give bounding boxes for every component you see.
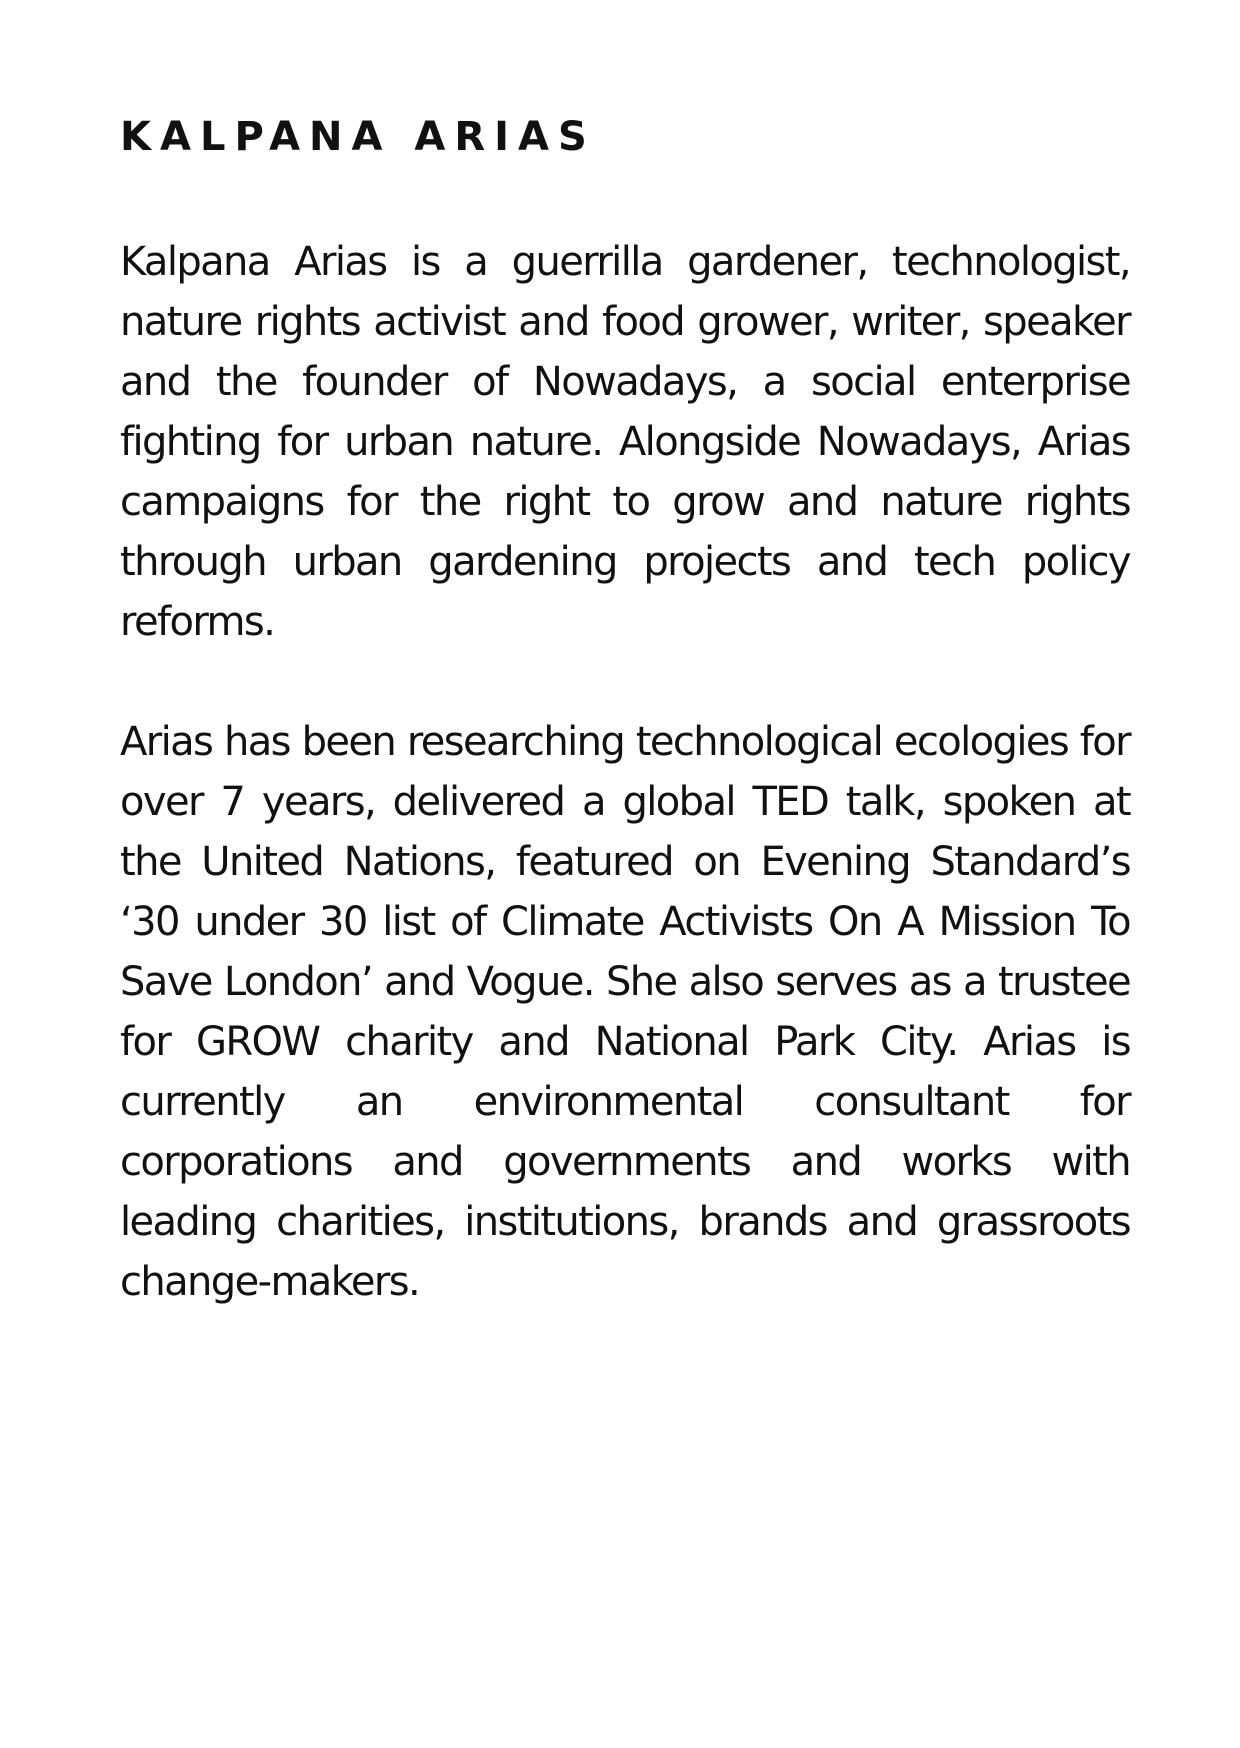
person-name-heading: KALPANA ARIAS <box>120 114 596 160</box>
bio-page <box>120 0 1130 1748</box>
bio-paragraph-intro: Kalpana Arias is a guerrilla gardener, technologist, nature rights activist and food grower, writer, speaker and the founder of Nowadays, a social enterprise fighting for urban nature. Alongside Nowadays, Arias campaigns for the right to grow and nature rights through urban gardening projects and tech policy reforms. <box>120 239 1130 645</box>
bio-paragraph-achievements: Arias has been researching technological ecologies for over 7 years, delivered a global TED talk, spoken at the United Nations, featured on Evening Standard’s ‘30 under 30 list of Climate Activists On A Mission To Save London’ and Vogue. She also serves as a trustee for GROW charity and National Park City. Arias is currently an environmental consultant for corporations and governments and works with leading charities, institutions, brands and grassroots change-makers. <box>120 719 1130 1305</box>
